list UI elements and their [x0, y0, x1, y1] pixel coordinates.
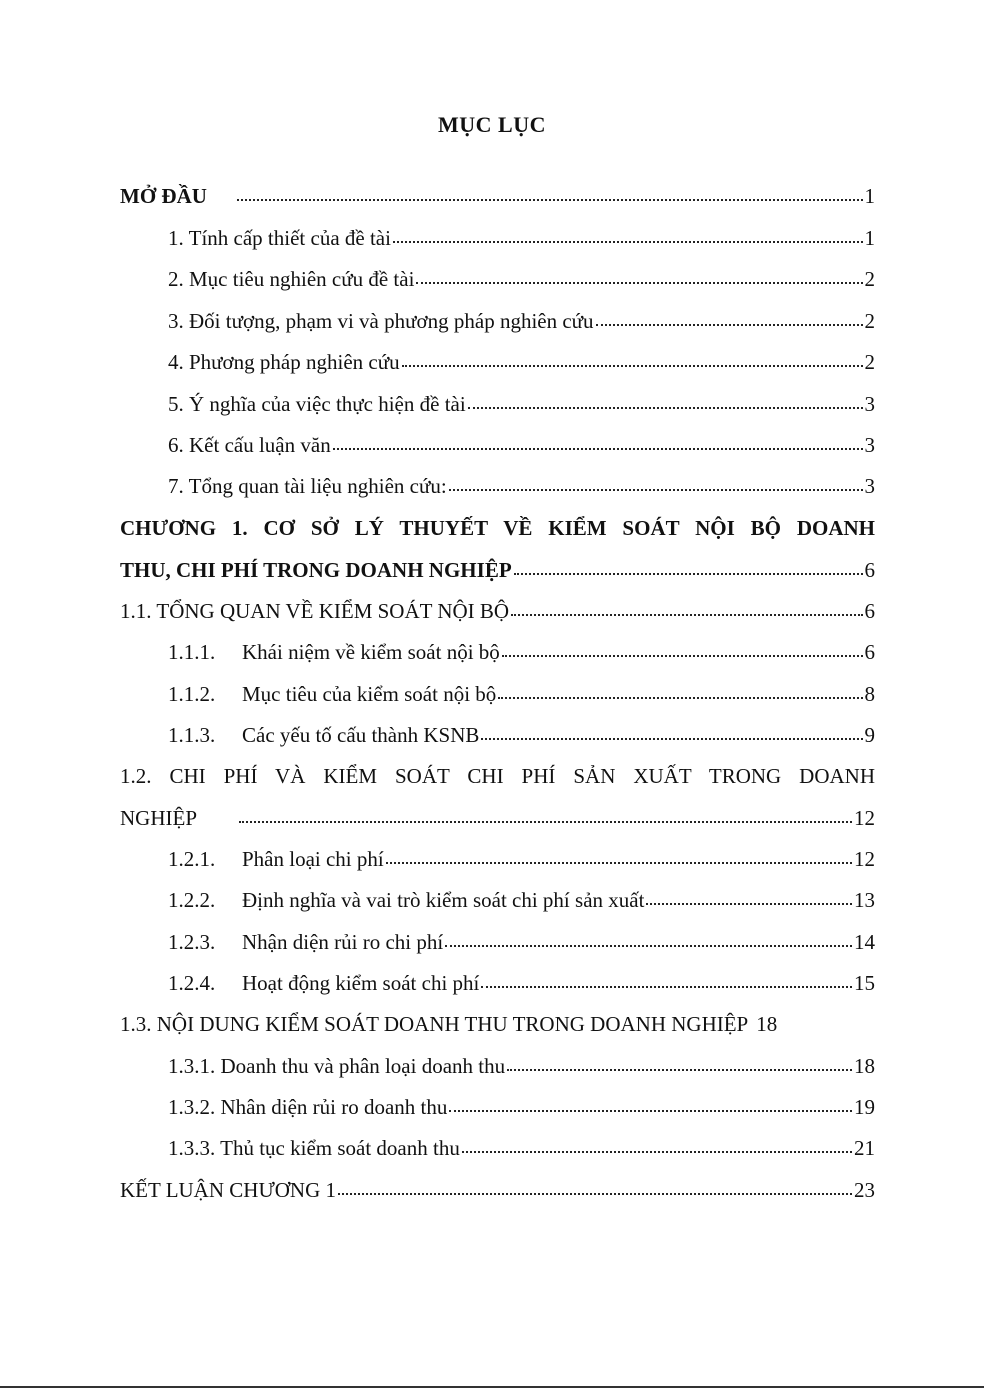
toc-entry-page: 14	[854, 930, 875, 954]
toc-entry-1-2-2[interactable]	[120, 886, 875, 914]
toc-entry-1-3[interactable]	[120, 1010, 875, 1038]
toc-entry-1-2[interactable]	[120, 804, 875, 832]
toc-entry-2[interactable]	[120, 265, 875, 293]
toc-entry-page: 6	[864, 558, 875, 582]
toc-entry-label: 3. Đối tượng, phạm vi và phương pháp nghiên cứu	[168, 309, 594, 333]
toc-entry-label: Định nghĩa và vai trò kiểm soát chi phí sản xuất	[242, 888, 645, 912]
toc-entry-1-3-3[interactable]	[120, 1134, 875, 1162]
toc-entry-page: 23	[854, 1178, 875, 1202]
toc-entry-1-1-3[interactable]	[120, 721, 875, 749]
toc-entry-label: 7. Tổng quan tài liệu nghiên cứu:	[168, 474, 447, 498]
leader-dots	[502, 639, 863, 659]
leader-dots	[449, 473, 863, 493]
toc-entry-label: Các yếu tố cấu thành KSNB	[242, 723, 480, 747]
toc-entry-1-3-1[interactable]	[120, 1052, 875, 1080]
toc-entry-page: 15	[854, 971, 875, 995]
toc-entry-label: 5. Ý nghĩa của việc thực hiện đề tài	[168, 392, 466, 416]
leader-dots	[498, 681, 862, 701]
leader-dots	[445, 929, 852, 949]
toc-entry-label: THU, CHI PHÍ TRONG DOANH NGHIỆP	[120, 558, 512, 582]
leader-dots	[646, 887, 852, 907]
toc-entry-page: 2	[864, 267, 875, 291]
toc-entry-page: 3	[864, 392, 875, 416]
toc-entry-page: 21	[854, 1136, 875, 1160]
toc-entry-number: 1.2.4.	[168, 971, 216, 995]
toc-entry-4[interactable]	[120, 348, 875, 376]
toc-entry-number: 1.2.2.	[168, 888, 216, 912]
toc-entry-label: Mục tiêu của kiểm soát nội bộ	[242, 682, 497, 706]
toc-entry-7[interactable]	[120, 472, 875, 500]
toc-entry-page: 1	[864, 184, 875, 208]
leader-dots	[338, 1177, 852, 1197]
leader-dots	[514, 557, 863, 577]
toc-entry-page: 3	[864, 474, 875, 498]
toc-entry-label: Nhận diện rủi ro chi phí	[242, 930, 444, 954]
leader-dots	[462, 1135, 852, 1155]
toc-entry-page: 3	[864, 433, 875, 457]
toc-entry-page: 6	[864, 640, 875, 664]
toc-entry-mo-dau[interactable]	[120, 182, 875, 210]
toc-entry-1-2-4[interactable]	[120, 969, 875, 997]
toc-entry-1-1[interactable]	[120, 597, 875, 625]
toc-entry-1-2-1[interactable]	[120, 845, 875, 873]
toc-entry-label: KẾT LUẬN CHƯƠNG 1	[120, 1178, 336, 1202]
toc-entry-page: 2	[864, 309, 875, 333]
leader-dots	[239, 805, 852, 825]
toc-entry-label: 1.1. TỔNG QUAN VỀ KIỂM SOÁT NỘI BỘ	[120, 599, 510, 623]
leader-dots	[237, 183, 863, 203]
toc-entry-1[interactable]	[120, 224, 875, 252]
leader-dots	[481, 722, 862, 742]
toc-entry-page: 6	[864, 599, 875, 623]
leader-dots	[386, 846, 852, 866]
toc-entry-label: MỞ ĐẦU	[120, 184, 207, 208]
toc-entry-page: 19	[854, 1095, 875, 1119]
page-bottom-edge	[0, 1386, 984, 1388]
leader-dots	[481, 970, 852, 990]
toc-entry-number: 1.1.2.	[168, 682, 216, 706]
leader-dots	[468, 391, 863, 411]
toc-entry-1-2-3[interactable]	[120, 928, 875, 956]
toc-entry-label: Khái niệm về kiểm soát nội bộ	[242, 640, 500, 664]
toc-entry-page: 12	[854, 806, 875, 830]
leader-dots	[402, 349, 863, 369]
toc-entry-number: 1.2.1.	[168, 847, 216, 871]
toc-entry-5[interactable]	[120, 390, 875, 418]
toc-entry-label: Hoạt động kiểm soát chi phí	[242, 971, 480, 995]
toc-entry-6[interactable]	[120, 431, 875, 459]
toc-entry-ket-luan-chuong-1[interactable]	[120, 1176, 875, 1204]
leader-dots	[511, 598, 862, 618]
toc-entry-label: 1. Tính cấp thiết của đề tài	[168, 226, 391, 250]
toc-entry-page: 1	[864, 226, 875, 250]
toc-entry-page: 12	[854, 847, 875, 871]
toc-entry-1-3-2[interactable]	[120, 1093, 875, 1121]
toc-entry-label: 6. Kết cấu luận văn	[168, 433, 331, 457]
toc-entry-1-1-2[interactable]	[120, 680, 875, 708]
leader-dots	[416, 266, 862, 286]
toc-entry-label: 4. Phương pháp nghiên cứu	[168, 350, 400, 374]
toc-entry-chuong-1[interactable]	[120, 556, 875, 584]
toc-entry-chuong-1-line1[interactable]: CHƯƠNG 1. CƠ SỞ LÝ THUYẾT VỀ KIỂM SOÁT NỘI BỘ DOANH	[120, 516, 875, 540]
toc-entry-label: Phân loại chi phí	[242, 847, 384, 871]
toc-entry-page: 18	[854, 1054, 875, 1078]
toc-entry-page: 18	[756, 1012, 778, 1036]
toc-entry-number: 1.1.1.	[168, 640, 216, 664]
toc-entry-page: 8	[864, 682, 875, 706]
toc-entry-label: 1.3.2. Nhân diện rủi ro doanh thu	[168, 1095, 448, 1119]
toc-entry-page: 13	[854, 888, 875, 912]
leader-dots	[507, 1053, 852, 1073]
toc-entry-1-2-line1[interactable]: 1.2. CHI PHÍ VÀ KIỂM SOÁT CHI PHÍ SẢN XUẤT TRONG DOANH	[120, 764, 875, 788]
toc-entry-1-1-1[interactable]	[120, 638, 875, 666]
toc-entry-page: 9	[864, 723, 875, 747]
toc-entry-number: 1.1.3.	[168, 723, 216, 747]
toc-entry-label: 2. Mục tiêu nghiên cứu đề tài	[168, 267, 415, 291]
toc-entry-label: 1.3.3. Thủ tục kiểm soát doanh thu	[168, 1136, 460, 1160]
toc-entry-page: 2	[864, 350, 875, 374]
leader-dots	[393, 225, 863, 245]
leader-dots	[333, 432, 863, 452]
toc-entry-label: 1.3. NỘI DUNG KIỂM SOÁT DOANH THU TRONG DOANH NGHIỆP	[120, 1012, 749, 1036]
leader-dots	[596, 308, 863, 328]
toc-title: MỤC LỤC	[438, 112, 546, 137]
toc-entry-label: 1.3.1. Doanh thu và phân loại doanh thu	[168, 1054, 506, 1078]
leader-dots	[449, 1094, 852, 1114]
toc-entry-label: NGHIỆP	[120, 806, 197, 830]
toc-entry-3[interactable]	[120, 307, 875, 335]
toc-entry-number: 1.2.3.	[168, 930, 216, 954]
